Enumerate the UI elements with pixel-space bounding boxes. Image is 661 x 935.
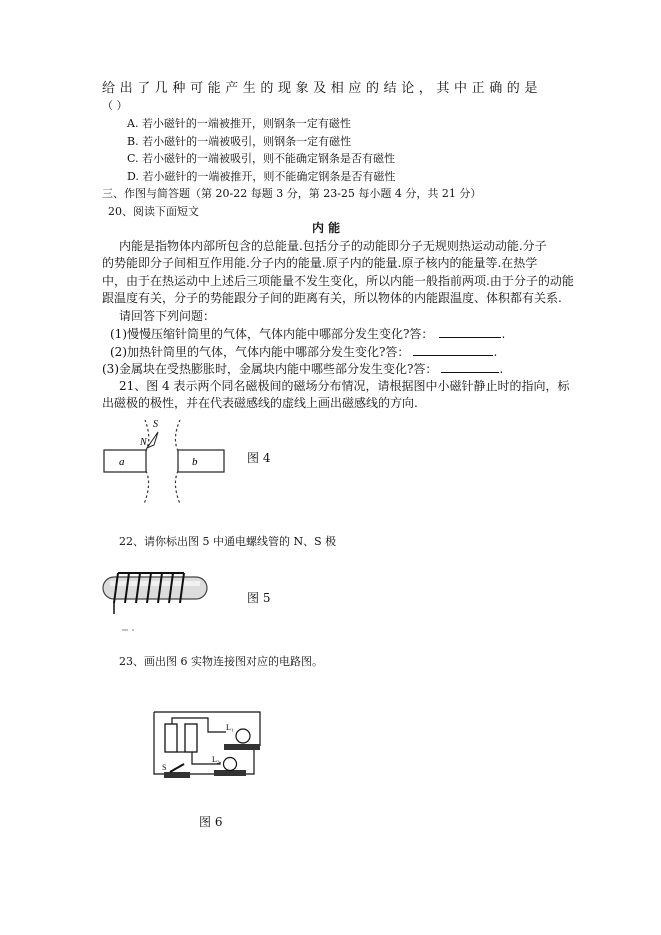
battery-cell-1 [165,724,177,752]
q20-answer-blank-1[interactable] [439,327,501,338]
q20-question-2 [110,345,497,358]
lamp-l2-label: L₂ [212,755,220,764]
needle-s-label: S [153,419,158,430]
lamp-l1-label: L₁ [226,723,234,732]
q19-option-a: A. 若小磁针的一端被推开，则钢条一定有磁性 [127,117,351,130]
q21-line2: 出磁极的极性，并在代表磁感线的虚线上画出磁感线的方向. [102,396,418,410]
figure-4-magnetic-field [100,418,230,508]
q20-question-1-text: (1)慢慢压缩针筒里的气体，气体内能中哪部分发生变化?答： [110,327,434,341]
magnet-a-label: a [119,456,125,468]
q20-para-line3: 中，由于在热运动中上述后三项能量不发生变化，所以内能一般指前两项.由于分子的动能 [102,274,574,288]
q19-option-c: C. 若小磁针的一端被吸引，则不能确定钢条是否有磁性 [127,152,396,165]
solenoid-tube [103,577,207,599]
q21-line1: 21、图 4 表示两个同名磁极间的磁场分布情况，请根据图中小磁针静止时的指向，标 [119,379,570,393]
magnet-b [178,450,224,472]
q19-option-d: D. 若小磁针的一端被推开，则不能确定钢条是否有磁性 [127,170,396,183]
switch-label: S [162,763,167,772]
q19-option-b: B. 若小磁针的一端被吸引，则钢条一定有磁性 [127,135,352,148]
figure-5-solenoid [100,566,212,632]
battery-cell-2 [185,724,197,752]
magnet-a [104,450,146,472]
q19-answer-parens: （ ） [102,99,128,112]
q20-para-line2: 的势能即分子间相互作用能.分子内的能量.原子内的能量.原子核内的能量等.在热学 [102,256,538,270]
q20-intro: 20、阅读下面短文 [108,205,199,218]
section3-heading: 三、作图与简答题（第 20-22 每题 3 分，第 23-25 每小题 4 分，共 21 分） [102,187,482,200]
q20-question-2-text: (2)加热针筒里的气体，气体内能中哪部分发生变化?答： [110,345,410,359]
q20-answer-blank-2[interactable] [413,345,493,356]
switch-base [164,772,190,778]
lamp-l1-base [224,744,260,750]
q20-article-title: 内 能 [312,221,341,235]
lamp-l1-bulb [236,729,250,743]
q22-text: 22、请你标出图 5 中通电螺线管的 N、S 极 [119,535,337,548]
q23-text: 23、画出图 6 实物连接图对应的电路图。 [119,655,323,668]
q20-question-2-period: . [493,345,498,359]
field-line-upper-right [175,420,180,451]
lamp-l2-bulb [224,758,237,771]
switch-lever [170,764,184,772]
magnet-b-label: b [192,456,198,468]
q20-question-3-text: (3)金属块在受热膨胀时，金属块内能中哪些部分发生变化?答： [102,362,438,376]
q20-question-3-period: . [499,362,504,376]
field-line-lower-right [175,471,180,504]
field-line-lower-left [144,471,149,504]
q20-question-1-period: . [501,327,506,341]
figure-5-label: 图 5 [247,591,271,605]
figure-4-label: 图 4 [247,451,271,465]
q20-answer-blank-3[interactable] [441,362,499,373]
q20-question-1 [110,327,505,340]
needle-n-label: N [140,437,147,448]
q20-para-line4: 跟温度有关，分子的势能跟分子间的距离有关，所以物体的内能跟温度、体积都有关系. [102,291,562,305]
q20-para-line1: 内能是指物体内部所包含的总能量.包括分子的动能即分子无规则热运动动能.分子 [119,239,547,253]
figure-6-circuit [148,706,274,782]
q20-prompt: 请回答下列问题： [119,309,216,323]
q19-stem-line1: 给出了几种可能产生的现象及相应的结论，其中正确的是 [102,81,543,96]
figure-6-label: 图 6 [199,815,223,829]
q20-question-3 [102,362,503,375]
